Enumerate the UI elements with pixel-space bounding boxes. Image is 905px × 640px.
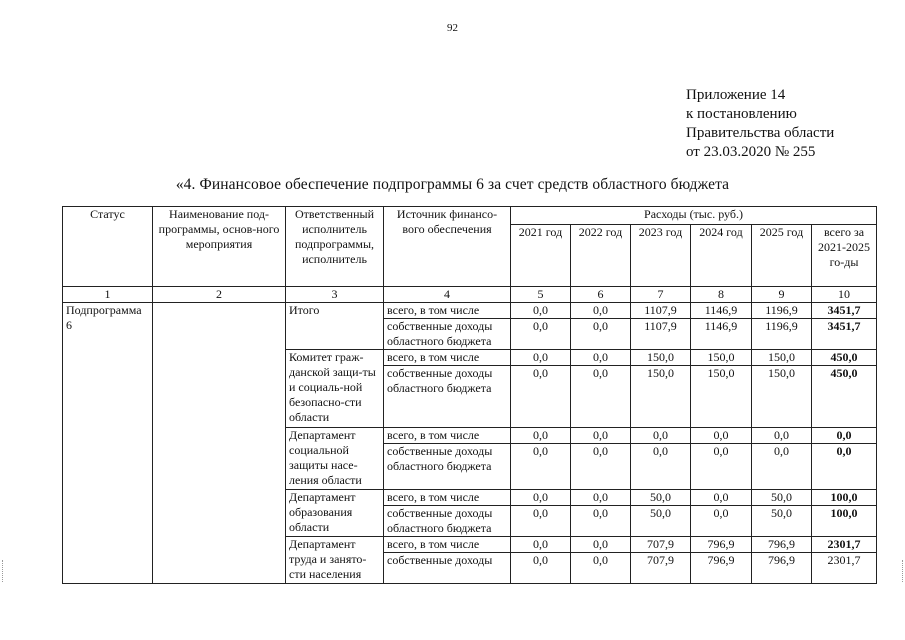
value-cell: 0,0 xyxy=(691,490,752,506)
col-number: 9 xyxy=(752,287,812,303)
total-cell: 0,0 xyxy=(812,428,877,444)
document-title: «4. Финансовое обеспечение подпрограммы 6 за счет средств областного бюджета xyxy=(175,176,730,193)
value-cell: 150,0 xyxy=(691,366,752,428)
value-cell: 0,0 xyxy=(571,506,631,537)
value-cell: 0,0 xyxy=(511,350,571,366)
value-cell: 50,0 xyxy=(631,490,691,506)
appendix-line: Правительства области xyxy=(686,125,835,141)
value-cell: 707,9 xyxy=(631,537,691,553)
source-cell: собственные доходы xyxy=(384,553,511,584)
value-cell: 0,0 xyxy=(511,303,571,319)
col-number: 8 xyxy=(691,287,752,303)
value-cell: 1196,9 xyxy=(752,319,812,350)
value-cell: 150,0 xyxy=(752,350,812,366)
value-cell: 796,9 xyxy=(691,537,752,553)
total-cell: 450,0 xyxy=(812,366,877,428)
source-cell: всего, в том числе xyxy=(384,350,511,366)
source-cell: собственные доходы областного бюджета xyxy=(384,506,511,537)
header-year: 2021 год xyxy=(511,225,571,287)
appendix-block xyxy=(686,86,834,162)
source-cell: всего, в том числе xyxy=(384,490,511,506)
value-cell: 1107,9 xyxy=(631,319,691,350)
col-number: 3 xyxy=(286,287,384,303)
executor-cell: Комитет граж-данской защи-ты и социаль-ной безопасно-сти области xyxy=(286,350,384,428)
total-cell: 3451,7 xyxy=(812,319,877,350)
header-responsible: Ответственный исполнитель подпрограммы, исполнитель xyxy=(286,207,384,287)
value-cell: 0,0 xyxy=(571,319,631,350)
source-cell: всего, в том числе xyxy=(384,303,511,319)
value-cell: 0,0 xyxy=(571,350,631,366)
value-cell: 1146,9 xyxy=(691,319,752,350)
header-expenses: Расходы (тыс. руб.) xyxy=(511,207,877,225)
value-cell: 0,0 xyxy=(752,444,812,490)
appendix-line: от 23.03.2020 № 255 xyxy=(686,144,816,160)
value-cell: 150,0 xyxy=(691,350,752,366)
header-name: Наименование под-программы, основ-ного мероприятия xyxy=(153,207,286,287)
name-cell xyxy=(153,303,286,584)
col-number: 2 xyxy=(153,287,286,303)
value-cell: 796,9 xyxy=(691,553,752,584)
source-cell: всего, в том числе xyxy=(384,428,511,444)
value-cell: 0,0 xyxy=(511,366,571,428)
value-cell: 0,0 xyxy=(571,303,631,319)
value-cell: 1107,9 xyxy=(631,303,691,319)
status-cell: Подпрограмма 6 xyxy=(63,303,153,584)
col-number: 4 xyxy=(384,287,511,303)
value-cell: 50,0 xyxy=(631,506,691,537)
value-cell: 50,0 xyxy=(752,506,812,537)
total-cell: 3451,7 xyxy=(812,303,877,319)
col-number: 5 xyxy=(511,287,571,303)
executor-cell: Департамент труда и занято-сти населения xyxy=(286,537,384,584)
executor-cell: Департамент социальной защиты насе-ления области xyxy=(286,428,384,490)
financing-table xyxy=(62,206,877,584)
value-cell: 50,0 xyxy=(752,490,812,506)
value-cell: 0,0 xyxy=(571,428,631,444)
value-cell: 0,0 xyxy=(511,490,571,506)
value-cell: 150,0 xyxy=(631,366,691,428)
source-cell: собственные доходы областного бюджета xyxy=(384,319,511,350)
value-cell: 0,0 xyxy=(511,537,571,553)
header-total: всего за 2021-2025 го-ды xyxy=(812,225,877,287)
value-cell: 150,0 xyxy=(752,366,812,428)
executor-cell: Департамент образования области xyxy=(286,490,384,537)
value-cell: 0,0 xyxy=(691,428,752,444)
value-cell: 0,0 xyxy=(631,428,691,444)
total-cell: 100,0 xyxy=(812,506,877,537)
value-cell: 0,0 xyxy=(571,444,631,490)
value-cell: 0,0 xyxy=(511,319,571,350)
appendix-line: к постановлению xyxy=(686,106,797,122)
table-row xyxy=(63,303,877,319)
total-cell: 100,0 xyxy=(812,490,877,506)
scan-edge-mark xyxy=(2,560,7,582)
appendix-line: Приложение 14 xyxy=(686,87,786,103)
col-number: 1 xyxy=(63,287,153,303)
value-cell: 796,9 xyxy=(752,537,812,553)
value-cell: 0,0 xyxy=(511,506,571,537)
value-cell: 0,0 xyxy=(571,366,631,428)
page-number: 92 xyxy=(447,22,458,34)
scan-edge-mark xyxy=(898,560,903,582)
value-cell: 1146,9 xyxy=(691,303,752,319)
value-cell: 707,9 xyxy=(631,553,691,584)
header-year: 2024 год xyxy=(691,225,752,287)
value-cell: 0,0 xyxy=(511,428,571,444)
value-cell: 0,0 xyxy=(691,444,752,490)
source-cell: собственные доходы областного бюджета xyxy=(384,366,511,428)
header-year: 2025 год xyxy=(752,225,812,287)
value-cell: 1196,9 xyxy=(752,303,812,319)
value-cell: 0,0 xyxy=(631,444,691,490)
value-cell: 0,0 xyxy=(511,444,571,490)
executor-cell: Итого xyxy=(286,303,384,350)
value-cell: 150,0 xyxy=(631,350,691,366)
header-year: 2023 год xyxy=(631,225,691,287)
header-status: Статус xyxy=(63,207,153,287)
col-number: 10 xyxy=(812,287,877,303)
total-cell: 2301,7 xyxy=(812,537,877,553)
value-cell: 0,0 xyxy=(511,553,571,584)
total-cell: 0,0 xyxy=(812,444,877,490)
source-cell: собственные доходы областного бюджета xyxy=(384,444,511,490)
total-cell: 450,0 xyxy=(812,350,877,366)
value-cell: 0,0 xyxy=(691,506,752,537)
value-cell: 0,0 xyxy=(571,537,631,553)
total-cell: 2301,7 xyxy=(812,553,877,584)
value-cell: 0,0 xyxy=(571,553,631,584)
value-cell: 796,9 xyxy=(752,553,812,584)
header-year: 2022 год xyxy=(571,225,631,287)
value-cell: 0,0 xyxy=(571,490,631,506)
value-cell: 0,0 xyxy=(752,428,812,444)
col-number: 7 xyxy=(631,287,691,303)
col-number: 6 xyxy=(571,287,631,303)
header-source: Источник финансо-вого обеспечения xyxy=(384,207,511,287)
source-cell: всего, в том числе xyxy=(384,537,511,553)
